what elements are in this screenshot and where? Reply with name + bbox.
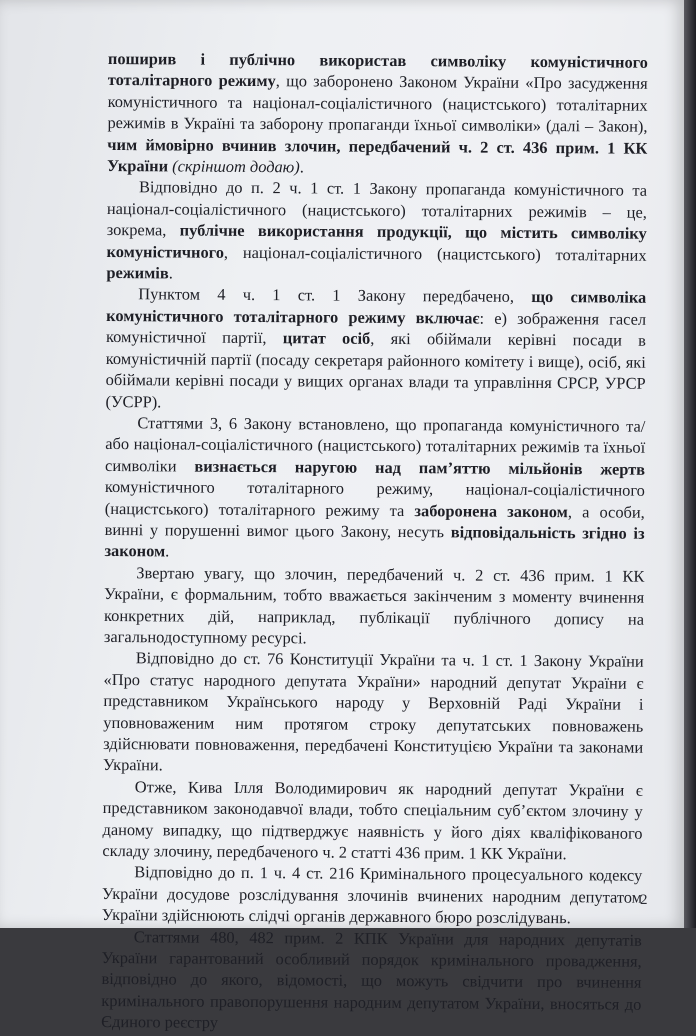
text-run: : е) зображення гасел комуністичної партії, (105, 308, 647, 348)
text-run: цитат осіб (282, 328, 371, 349)
text-run: , що заборонено Законом України «Про засудження комуністичного та націонал-соціалістичного (нацистського) тоталітарних режимів в Україні та заборону пропаганди їхньої символіки» (далі – Закон), (107, 71, 648, 136)
text-run: , націонал-соціалістичного (нацистського) тоталітарних (223, 242, 647, 265)
text-run: чим ймовірно вчинив злочин, передбачений ч. 2 ст. 436 прим. 1 КК України (107, 134, 648, 176)
paragraph-1 (107, 48, 648, 180)
paragraph-9 (101, 926, 642, 1036)
paragraph-5 (104, 562, 645, 651)
text-run: . (165, 541, 170, 561)
paragraph-4 (104, 412, 645, 566)
text-run: Відповідно до ст. 76 Конституції України та ч. 1 ст. 1 Закону України «Про статус народного депутата України» народний депутат України є представником Українського народу у Верховній Раді України і уповноваженим ним протягом строку депутатських повноважень здійснювати повноваження, передбачені Конституцією України та законами України. (102, 648, 644, 775)
paragraph-7 (102, 776, 643, 865)
text-run: визнається наругою над пам’яттю мільйонів жертв (194, 456, 646, 479)
paragraph-8 (102, 861, 642, 929)
text-run: публічне використання продукції, що містить символіку комуністичного (106, 220, 647, 262)
text-run: Відповідно до п. 2 ч. 1 ст. 1 Закону пропаганда комуністичного та націонал-соціалістичного (нацистського) тоталітарних режимів – це, зокрема, (106, 177, 648, 240)
paragraph-6 (103, 647, 644, 779)
text-run: Звертаю увагу, що злочин, передбачений ч. 2 ст. 436 прим. 1 КК України, є формальним, тобто вважається закінченим з моменту вчинення конкретних дій, наприклад, публікації публічного допису на загальнодоступному ресурсі. (103, 562, 645, 648)
text-run: Статтями 3, 6 Закону встановлено, що пропаганда комуністичного та/або націонал-соціалістичного (нацистського) тоталітарних режимів та їхньої символіки (105, 413, 646, 476)
text-run: . (168, 263, 173, 283)
text-run: комуністичного тоталітарного режиму, націонал-соціалістичного (нацистського) тоталітарного режиму та (104, 477, 645, 520)
paragraph-2 (106, 176, 647, 287)
text-run: що символіка комуністичного тоталітарного режиму включає (106, 287, 647, 328)
text-run: , які обіймали керівні посади в комуністичній партії (посаду секретаря районного комітету і вище), осіб, які обіймали керівні посади у вищих органах влади та управління СРСР, УРСР (УСРР). (105, 329, 647, 411)
text-run: поширив і публічно використав символіку комуністичного тоталітарного режиму (107, 48, 648, 91)
text-run: Пунктом 4 ч. 1 ст. 1 Закону передбачено, (138, 284, 532, 307)
text-run: Статтями 480, 482 прим. 2 КПК України для народних депутатів України гарантований особливий порядок кримінального провадження, відповідно до якого, відомості, що можуть свідчити про вчинення кримінального правопорушення народним депутатом України, вносяться до Єдиного реєстру (101, 926, 642, 1033)
text-run: Отже, Кива Ілля Володимирович як народний депутат України є представником законодавчої влади, тобто спеціальним суб’єктом злочину у даному випадку, що підтверджує наявність у його діях кваліфікованого складу злочину, передбаченого ч. 2 статті 436 прим. 1 КК України. (102, 777, 643, 864)
page-number: 2 (640, 892, 648, 908)
text-run: режимів (106, 263, 169, 283)
document-body (101, 48, 648, 1036)
page-edge-shadow (684, 0, 696, 928)
text-run: (скріншот додаю) (172, 156, 300, 177)
text-run: заборонена законом (414, 500, 568, 521)
text-run: відповідальність згідно із законом (104, 522, 645, 561)
text-run: , а особи, винні у порушенні вимог цього Закону, несуть (104, 501, 645, 542)
text-run: . (299, 157, 304, 177)
text-run: Відповідно до п. 1 ч. 4 ст. 216 Кримінального процесуального кодексу України досудове розслідування злочинів вчинених народним депутатом України здійснюють слідчі органів державного бюро розслідувань. (101, 862, 643, 928)
paragraph-3 (105, 283, 646, 415)
